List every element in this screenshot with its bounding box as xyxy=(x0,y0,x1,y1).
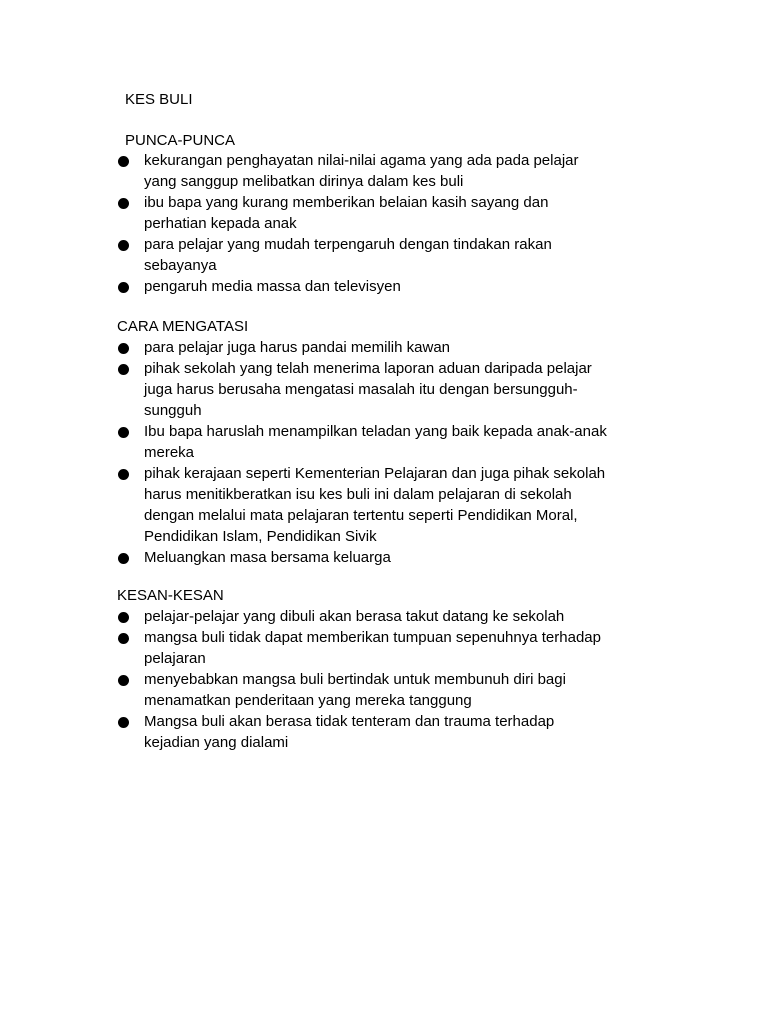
bullet-icon xyxy=(118,675,129,686)
bullet-list-kesan xyxy=(0,606,768,753)
list-item-text: ibu bapa yang kurang memberikan belaian kasih sayang dan perhatian kepada anak xyxy=(144,194,549,232)
bullet-icon xyxy=(118,633,129,644)
bullet-icon xyxy=(118,282,129,293)
list-item xyxy=(0,337,654,358)
list-item-text: pihak kerajaan seperti Kementerian Pelajaran dan juga pihak sekolah harus menitikberatkan isu kes buli ini dalam pelajaran di sekolah dengan melalui mata pelajaran tertentu seperti Pendidikan Moral, Pendidikan Islam, Pendidikan Sivik xyxy=(144,465,606,545)
list-item-text: pihak sekolah yang telah menerima laporan aduan daripada pelajar juga harus berusaha mengatasi masalah itu dengan bersungguh- sungguh xyxy=(144,360,592,419)
list-item xyxy=(0,669,654,711)
bullet-icon xyxy=(118,427,129,438)
bullet-icon xyxy=(118,198,129,209)
list-item-text: para pelajar juga harus pandai memilih kawan xyxy=(144,339,451,356)
list-item-text: kekurangan penghayatan nilai-nilai agama yang ada pada pelajar yang sanggup melibatkan dirinya dalam kes buli xyxy=(144,152,579,190)
bullet-icon xyxy=(118,156,129,167)
list-item xyxy=(0,150,654,192)
bullet-icon xyxy=(118,240,129,251)
list-item xyxy=(0,606,654,627)
list-item xyxy=(0,234,654,276)
bullet-list-cara xyxy=(0,337,768,568)
bullet-icon xyxy=(118,612,129,623)
list-item-text: Meluangkan masa bersama keluarga xyxy=(144,549,391,566)
list-item-text: para pelajar yang mudah terpengaruh dengan tindakan rakan sebayanya xyxy=(144,236,552,274)
bullet-icon xyxy=(118,469,129,480)
list-item-text: pelajar-pelajar yang dibuli akan berasa takut datang ke sekolah xyxy=(144,608,565,625)
list-item xyxy=(0,711,654,753)
list-item xyxy=(0,192,654,234)
list-item xyxy=(0,276,654,297)
section-heading-kesan: KESAN-KESAN xyxy=(117,587,224,604)
list-item xyxy=(0,358,654,421)
bullet-icon xyxy=(118,553,129,564)
section-heading-cara: CARA MENGATASI xyxy=(117,318,249,335)
list-item xyxy=(0,421,654,463)
bullet-icon xyxy=(118,364,129,375)
list-item xyxy=(0,547,654,568)
list-item-text: menyebabkan mangsa buli bertindak untuk membunuh diri bagi menamatkan penderitaan yang mereka tanggung xyxy=(144,671,566,709)
bullet-list-punca xyxy=(0,150,768,297)
list-item-text: Ibu bapa haruslah menampilkan teladan yang baik kepada anak-anak mereka xyxy=(144,423,607,461)
list-item xyxy=(0,627,654,669)
document-title: KES BULI xyxy=(125,91,193,108)
bullet-icon xyxy=(118,343,129,354)
section-heading-punca: PUNCA-PUNCA xyxy=(125,132,236,149)
list-item-text: Mangsa buli akan berasa tidak tenteram dan trauma terhadap kejadian yang dialami xyxy=(144,713,555,751)
list-item xyxy=(0,463,654,547)
bullet-icon xyxy=(118,717,129,728)
list-item-text: pengaruh media massa dan televisyen xyxy=(144,278,401,295)
list-item-text: mangsa buli tidak dapat memberikan tumpuan sepenuhnya terhadap pelajaran xyxy=(144,629,601,667)
